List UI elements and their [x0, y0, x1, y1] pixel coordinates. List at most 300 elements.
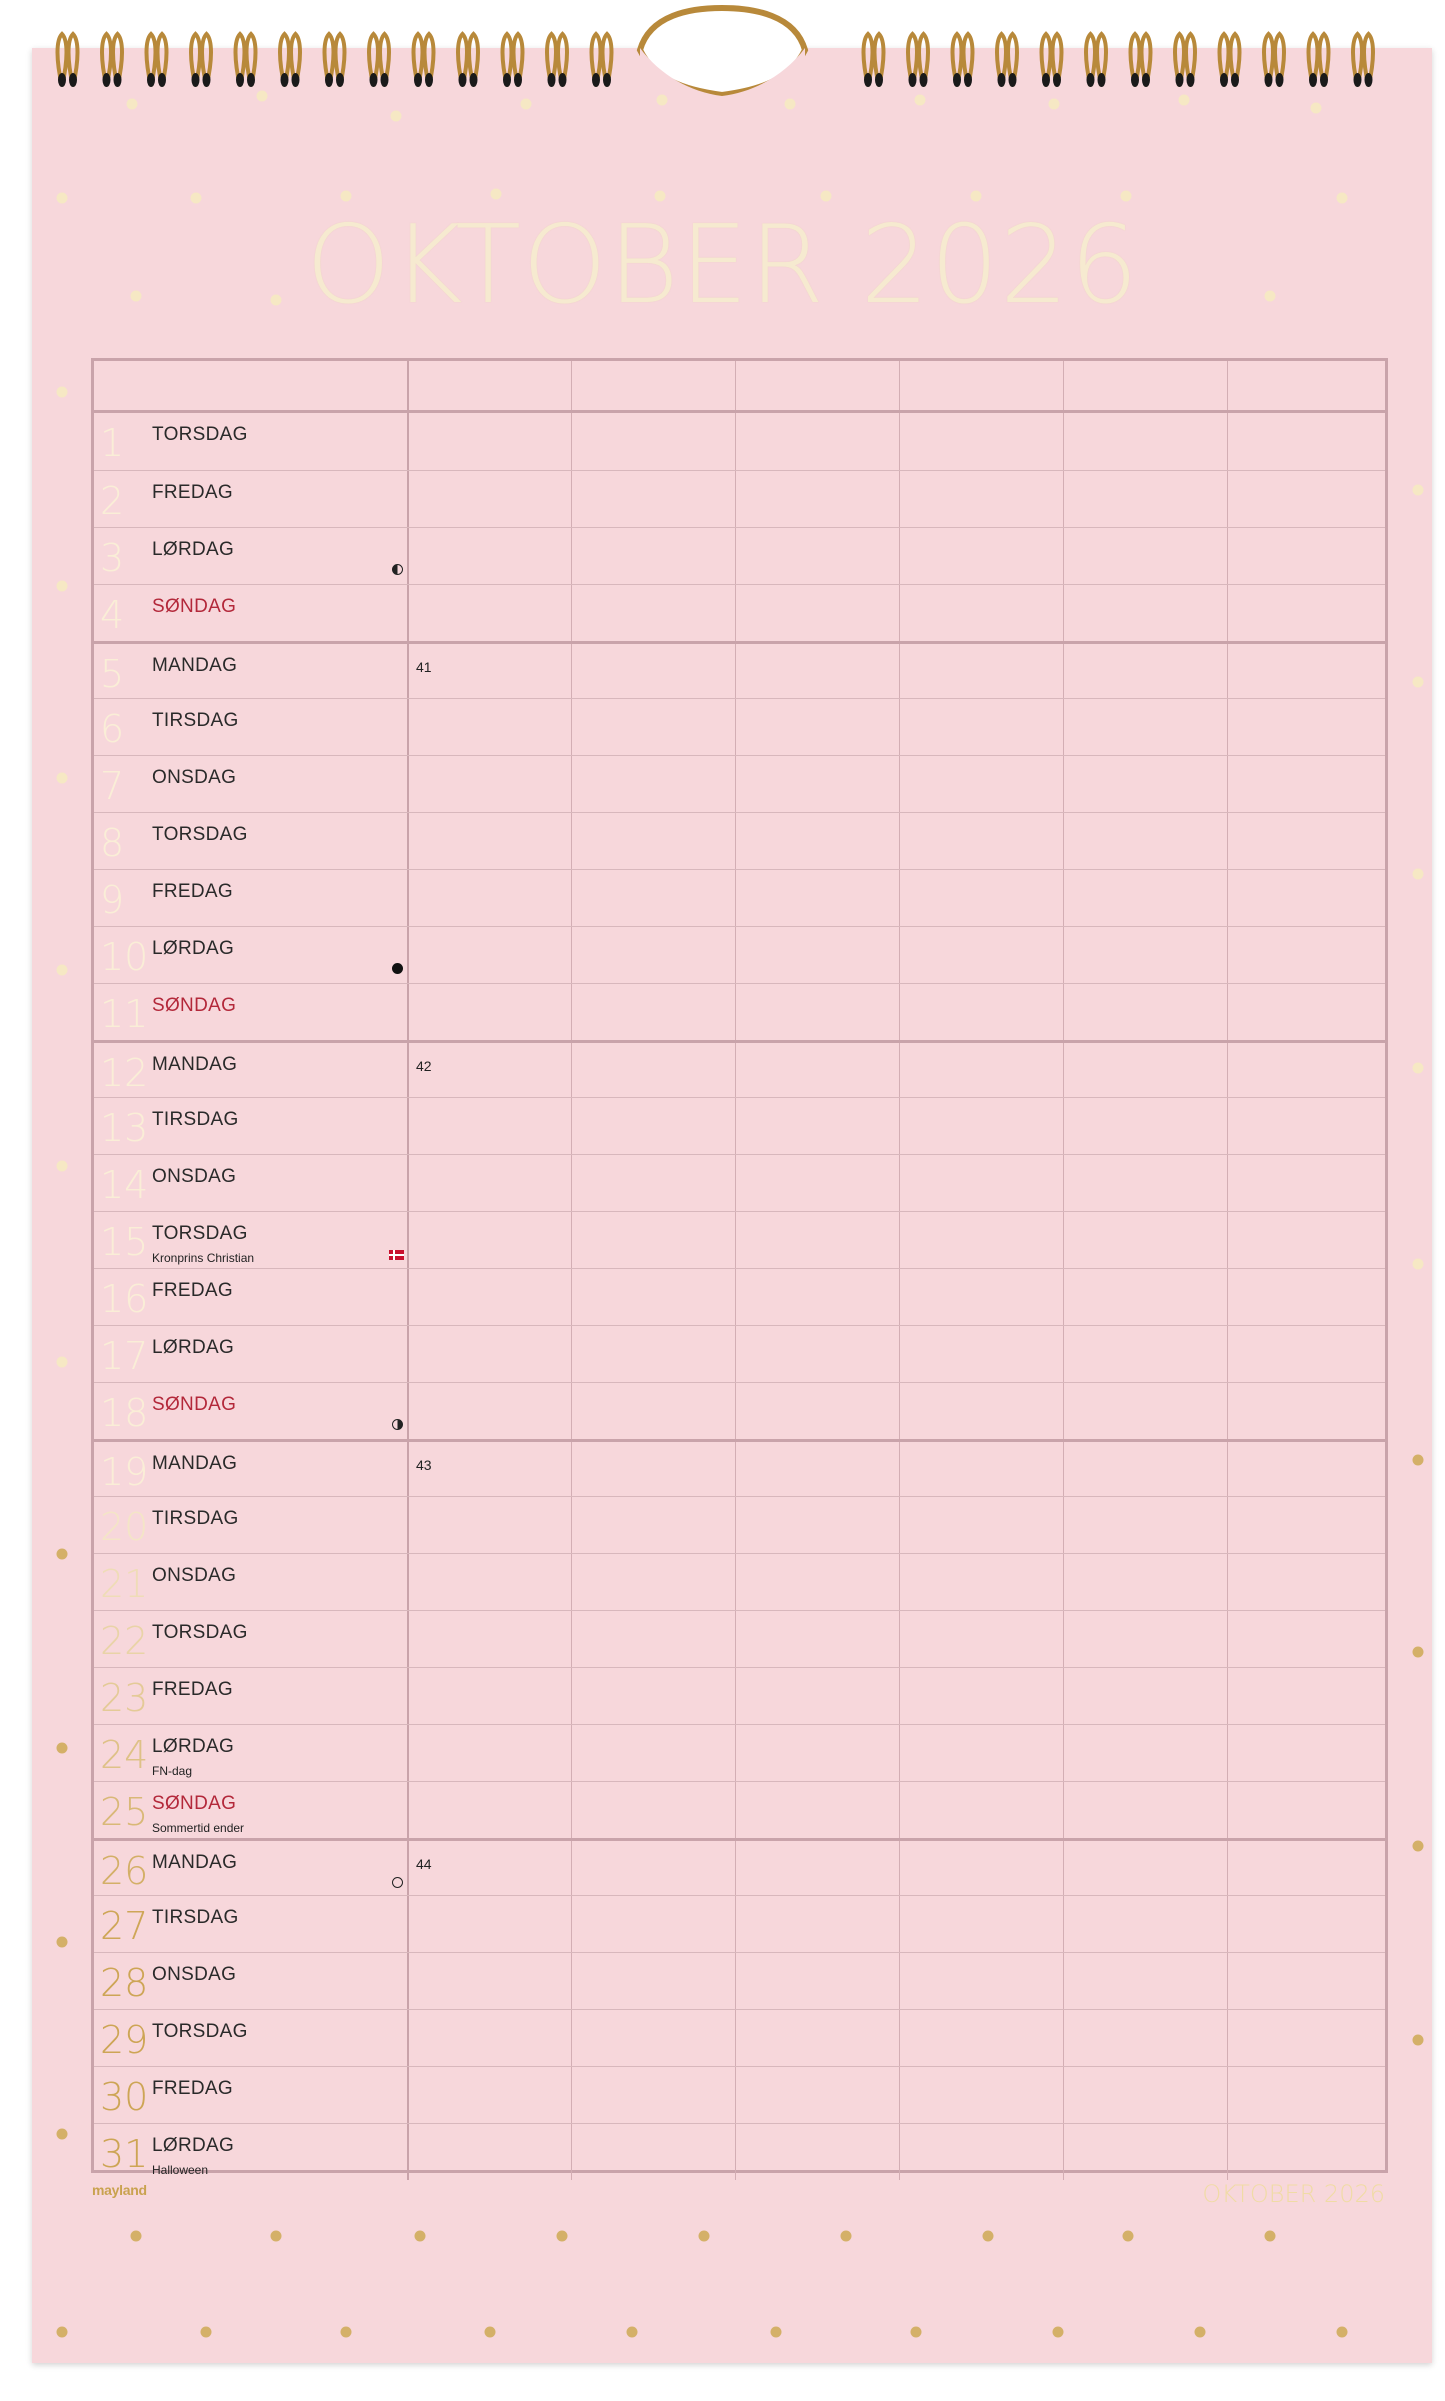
day-number: 28 — [100, 1961, 149, 2005]
day-row[interactable] — [94, 1496, 1385, 1553]
column-divider — [571, 870, 572, 926]
column-divider — [571, 644, 572, 698]
punch-hole — [864, 73, 872, 87]
punch-hole — [920, 73, 928, 87]
column-divider — [407, 1212, 409, 1268]
column-divider — [735, 1953, 736, 2009]
day-note: Halloween — [152, 2163, 209, 2177]
column-divider — [1227, 756, 1228, 812]
column-divider — [899, 1725, 900, 1781]
column-divider — [735, 984, 736, 1040]
column-divider — [1063, 1098, 1064, 1154]
column-divider — [1063, 644, 1064, 698]
column-divider — [407, 1611, 409, 1667]
page-title: OKTOBER 2026 — [305, 203, 1140, 328]
column-divider — [899, 1212, 900, 1268]
punch-hole — [514, 73, 522, 87]
column-divider — [571, 756, 572, 812]
column-divider — [1227, 1098, 1228, 1154]
punch-hole — [1365, 73, 1373, 87]
new-moon-icon — [392, 963, 403, 974]
column-divider — [899, 1668, 900, 1724]
day-name: LØRDAG — [152, 1736, 235, 1757]
day-row[interactable] — [94, 812, 1385, 869]
day-number: 5 — [100, 652, 125, 696]
day-row[interactable] — [94, 1610, 1385, 1667]
column-divider — [1227, 1269, 1228, 1325]
column-divider — [1227, 528, 1228, 584]
day-row[interactable] — [94, 1040, 1385, 1097]
column-divider — [735, 1098, 736, 1154]
column-divider — [735, 870, 736, 926]
column-divider — [1227, 870, 1228, 926]
column-divider — [571, 1043, 572, 1097]
punch-hole — [281, 73, 289, 87]
column-divider — [571, 813, 572, 869]
day-name: SØNDAG — [152, 1394, 237, 1415]
day-number: 23 — [100, 1676, 149, 1720]
column-divider — [1227, 1497, 1228, 1553]
column-divider — [735, 1383, 736, 1439]
punch-hole — [1354, 73, 1362, 87]
day-name: TORSDAG — [152, 1622, 248, 1643]
column-divider — [1227, 2124, 1228, 2180]
week-number: 41 — [416, 659, 432, 675]
punch-hole — [1042, 73, 1050, 87]
column-divider — [1227, 2010, 1228, 2066]
column-divider — [407, 1098, 409, 1154]
column-divider — [1063, 813, 1064, 869]
punch-hole — [192, 73, 200, 87]
day-number: 22 — [100, 1619, 149, 1663]
column-divider — [571, 984, 572, 1040]
column-divider — [899, 413, 900, 470]
punch-hole — [1131, 73, 1139, 87]
column-divider — [1063, 1896, 1064, 1952]
column-divider — [407, 2124, 409, 2180]
punch-hole — [414, 73, 422, 87]
column-divider — [899, 471, 900, 527]
column-divider — [571, 585, 572, 641]
column-divider — [407, 1554, 409, 1610]
column-divider — [1063, 471, 1064, 527]
column-divider — [1063, 984, 1064, 1040]
day-number: 18 — [100, 1391, 149, 1435]
punch-hole — [998, 73, 1006, 87]
day-name: TIRSDAG — [152, 710, 239, 731]
column-divider — [1063, 2010, 1064, 2066]
day-row[interactable] — [94, 1952, 1385, 2009]
punch-hole — [58, 73, 66, 87]
column-divider — [735, 644, 736, 698]
column-divider — [1063, 361, 1064, 410]
column-divider — [1227, 984, 1228, 1040]
column-divider — [735, 1326, 736, 1382]
column-divider — [407, 528, 409, 584]
column-divider — [1227, 471, 1228, 527]
column-divider — [571, 1896, 572, 1952]
column-divider — [571, 1098, 572, 1154]
day-number: 17 — [100, 1334, 149, 1378]
column-divider — [1063, 1326, 1064, 1382]
column-divider — [899, 1896, 900, 1952]
punch-hole — [1087, 73, 1095, 87]
day-row[interactable] — [94, 2009, 1385, 2066]
day-note: Kronprins Christian — [152, 1251, 255, 1265]
day-number: 25 — [100, 1790, 149, 1834]
day-row[interactable] — [94, 1838, 1385, 1895]
day-row[interactable] — [94, 1667, 1385, 1724]
day-row[interactable] — [94, 1325, 1385, 1382]
day-name: TORSDAG — [152, 424, 248, 445]
column-divider — [407, 1442, 409, 1496]
day-number: 3 — [100, 536, 125, 580]
column-divider — [571, 1383, 572, 1439]
column-divider — [735, 2067, 736, 2123]
column-divider — [1227, 1212, 1228, 1268]
day-number: 31 — [100, 2132, 149, 2176]
column-divider — [1227, 585, 1228, 641]
day-row[interactable] — [94, 1097, 1385, 1154]
day-name: ONSDAG — [152, 1964, 237, 1985]
column-divider — [1063, 756, 1064, 812]
day-name: SØNDAG — [152, 995, 237, 1016]
day-row[interactable] — [94, 926, 1385, 983]
day-row[interactable] — [94, 584, 1385, 641]
punch-hole — [1265, 73, 1273, 87]
punch-hole — [875, 73, 883, 87]
column-divider — [407, 1043, 409, 1097]
column-divider — [1063, 2067, 1064, 2123]
punch-hole — [69, 73, 77, 87]
punch-hole — [1176, 73, 1184, 87]
punch-hole — [236, 73, 244, 87]
column-divider — [1063, 413, 1064, 470]
column-divider — [571, 1442, 572, 1496]
punch-hole — [147, 73, 155, 87]
column-divider — [407, 1841, 409, 1895]
day-row[interactable] — [94, 1154, 1385, 1211]
column-divider — [899, 984, 900, 1040]
column-divider — [1063, 699, 1064, 755]
column-divider — [1227, 927, 1228, 983]
punch-hole — [158, 73, 166, 87]
punch-hole — [103, 73, 111, 87]
column-divider — [407, 2067, 409, 2123]
column-divider — [899, 699, 900, 755]
column-divider — [1063, 927, 1064, 983]
day-row[interactable] — [94, 470, 1385, 527]
column-divider — [407, 1896, 409, 1952]
column-divider — [571, 927, 572, 983]
column-divider — [1063, 1155, 1064, 1211]
column-divider — [1063, 1782, 1064, 1838]
column-divider — [899, 1953, 900, 2009]
column-divider — [571, 699, 572, 755]
day-name: LØRDAG — [152, 1337, 235, 1358]
column-divider — [407, 413, 409, 470]
column-divider — [571, 1269, 572, 1325]
day-number: 16 — [100, 1277, 149, 1321]
column-divider — [407, 813, 409, 869]
column-divider — [407, 1668, 409, 1724]
day-name: ONSDAG — [152, 1166, 237, 1187]
week-number: 43 — [416, 1457, 432, 1473]
day-number: 26 — [100, 1849, 149, 1893]
column-divider — [571, 2067, 572, 2123]
column-divider — [899, 2124, 900, 2180]
day-row[interactable] — [94, 698, 1385, 755]
column-divider — [899, 1043, 900, 1097]
day-row[interactable] — [94, 413, 1385, 470]
day-name: SØNDAG — [152, 1793, 237, 1814]
punch-hole — [1231, 73, 1239, 87]
column-divider — [407, 471, 409, 527]
column-divider — [1227, 1725, 1228, 1781]
day-name: LØRDAG — [152, 2135, 235, 2156]
calendar-grid — [91, 358, 1388, 2177]
column-divider — [899, 361, 900, 410]
column-divider — [735, 2124, 736, 2180]
column-divider — [899, 927, 900, 983]
column-divider — [735, 2010, 736, 2066]
day-name: FREDAG — [152, 881, 233, 902]
day-name: FREDAG — [152, 482, 233, 503]
punch-hole — [909, 73, 917, 87]
column-divider — [407, 585, 409, 641]
column-divider — [735, 756, 736, 812]
day-number: 10 — [100, 935, 149, 979]
column-divider — [735, 471, 736, 527]
punch-hole — [1142, 73, 1150, 87]
column-divider — [1227, 699, 1228, 755]
punch-hole — [370, 73, 378, 87]
day-row[interactable] — [94, 1211, 1385, 1268]
column-divider — [571, 2124, 572, 2180]
column-header-row — [94, 361, 1385, 413]
spiral-binding — [0, 0, 1445, 100]
day-name: TIRSDAG — [152, 1907, 239, 1928]
day-number: 21 — [100, 1562, 149, 1606]
column-divider — [899, 756, 900, 812]
column-divider — [1063, 1383, 1064, 1439]
day-name: FREDAG — [152, 1679, 233, 1700]
column-divider — [407, 1155, 409, 1211]
punch-hole — [247, 73, 255, 87]
column-divider — [899, 1326, 900, 1382]
column-divider — [407, 927, 409, 983]
column-divider — [407, 1269, 409, 1325]
column-divider — [571, 1611, 572, 1667]
column-divider — [899, 870, 900, 926]
day-number: 14 — [100, 1163, 149, 1207]
day-name: TORSDAG — [152, 2021, 248, 2042]
week-number: 42 — [416, 1058, 432, 1074]
column-divider — [407, 1953, 409, 2009]
day-row[interactable] — [94, 527, 1385, 584]
day-number: 15 — [100, 1220, 149, 1264]
punch-hole — [459, 73, 467, 87]
column-divider — [899, 1383, 900, 1439]
day-row[interactable] — [94, 1895, 1385, 1952]
column-divider — [407, 870, 409, 926]
column-divider — [1227, 644, 1228, 698]
column-divider — [735, 1043, 736, 1097]
column-divider — [571, 1326, 572, 1382]
day-number: 2 — [100, 479, 125, 523]
day-number: 24 — [100, 1733, 149, 1777]
column-divider — [899, 585, 900, 641]
punch-hole — [503, 73, 511, 87]
column-divider — [735, 1212, 736, 1268]
full-moon-icon — [392, 1877, 403, 1888]
punch-hole — [1053, 73, 1061, 87]
punch-hole — [1320, 73, 1328, 87]
column-divider — [1063, 1043, 1064, 1097]
column-divider — [735, 1442, 736, 1496]
punch-hole — [425, 73, 433, 87]
column-divider — [735, 1611, 736, 1667]
day-note: Sommertid ender — [152, 1821, 245, 1835]
day-name: FREDAG — [152, 1280, 233, 1301]
column-divider — [1063, 528, 1064, 584]
day-number: 8 — [100, 821, 125, 865]
column-divider — [1227, 1782, 1228, 1838]
column-divider — [1227, 1442, 1228, 1496]
column-divider — [1063, 1212, 1064, 1268]
day-row[interactable] — [94, 641, 1385, 698]
day-row[interactable] — [94, 869, 1385, 926]
column-divider — [899, 644, 900, 698]
column-divider — [899, 1269, 900, 1325]
column-divider — [407, 1383, 409, 1439]
column-divider — [571, 1497, 572, 1553]
column-divider — [735, 1896, 736, 1952]
day-number: 9 — [100, 878, 125, 922]
day-row[interactable] — [94, 1724, 1385, 1781]
day-name: MANDAG — [152, 655, 238, 676]
day-number: 13 — [100, 1106, 149, 1150]
day-name: TORSDAG — [152, 1223, 248, 1244]
column-divider — [407, 2010, 409, 2066]
column-divider — [1227, 1554, 1228, 1610]
brand-logo: mayland — [92, 2182, 147, 2198]
day-number: 7 — [100, 764, 125, 808]
column-divider — [735, 1269, 736, 1325]
first-quarter-moon-icon — [392, 1419, 403, 1430]
day-row[interactable] — [94, 1781, 1385, 1838]
day-note: FN-dag — [152, 1764, 193, 1778]
column-divider — [407, 984, 409, 1040]
column-divider — [1227, 361, 1228, 410]
day-row[interactable] — [94, 1439, 1385, 1496]
punch-hole — [1276, 73, 1284, 87]
column-divider — [571, 1554, 572, 1610]
day-number: 29 — [100, 2018, 149, 2062]
column-divider — [899, 1611, 900, 1667]
column-divider — [899, 1098, 900, 1154]
day-number: 30 — [100, 2075, 149, 2119]
day-name: FREDAG — [152, 2078, 233, 2099]
day-name: MANDAG — [152, 1453, 238, 1474]
day-number: 12 — [100, 1051, 149, 1095]
column-divider — [899, 1841, 900, 1895]
column-divider — [1063, 1269, 1064, 1325]
column-divider — [735, 1497, 736, 1553]
column-divider — [1227, 1953, 1228, 2009]
column-divider — [571, 413, 572, 470]
day-row[interactable] — [94, 1268, 1385, 1325]
day-name: TIRSDAG — [152, 1508, 239, 1529]
day-name: SØNDAG — [152, 596, 237, 617]
day-name: TORSDAG — [152, 824, 248, 845]
column-divider — [571, 2010, 572, 2066]
column-divider — [899, 2010, 900, 2066]
danish-flag-icon — [389, 1250, 404, 1260]
column-divider — [735, 1725, 736, 1781]
column-divider — [1063, 585, 1064, 641]
column-divider — [407, 756, 409, 812]
column-divider — [1227, 1841, 1228, 1895]
day-name: TIRSDAG — [152, 1109, 239, 1130]
punch-hole — [1098, 73, 1106, 87]
day-row[interactable] — [94, 1382, 1385, 1439]
column-divider — [1227, 1383, 1228, 1439]
day-name: ONSDAG — [152, 767, 237, 788]
day-row[interactable] — [94, 755, 1385, 812]
column-divider — [571, 1668, 572, 1724]
column-divider — [899, 2067, 900, 2123]
day-name: MANDAG — [152, 1852, 238, 1873]
day-name: ONSDAG — [152, 1565, 237, 1586]
punch-hole — [292, 73, 300, 87]
column-divider — [1227, 1326, 1228, 1382]
punch-hole — [548, 73, 556, 87]
punch-hole — [964, 73, 972, 87]
day-number: 11 — [100, 992, 149, 1036]
column-divider — [1063, 1611, 1064, 1667]
column-divider — [1063, 1668, 1064, 1724]
column-divider — [1227, 1155, 1228, 1211]
column-divider — [407, 1725, 409, 1781]
punch-hole — [325, 73, 333, 87]
punch-hole — [1187, 73, 1195, 87]
day-row[interactable] — [94, 2123, 1385, 2180]
column-divider — [1063, 1442, 1064, 1496]
day-number: 1 — [100, 421, 125, 465]
column-divider — [1227, 1043, 1228, 1097]
punch-hole — [1009, 73, 1017, 87]
punch-hole — [592, 73, 600, 87]
week-number: 44 — [416, 1856, 432, 1872]
day-number: 4 — [100, 593, 125, 637]
column-divider — [1063, 1725, 1064, 1781]
day-row[interactable] — [94, 1553, 1385, 1610]
day-row[interactable] — [94, 983, 1385, 1040]
column-divider — [735, 361, 736, 410]
column-divider — [1227, 813, 1228, 869]
column-divider — [899, 1782, 900, 1838]
column-divider — [735, 413, 736, 470]
column-divider — [735, 585, 736, 641]
column-divider — [407, 1326, 409, 1382]
punch-hole — [1220, 73, 1228, 87]
punch-hole — [559, 73, 567, 87]
last-quarter-moon-icon — [392, 564, 403, 575]
day-row[interactable] — [94, 2066, 1385, 2123]
column-divider — [571, 361, 572, 410]
column-divider — [571, 1725, 572, 1781]
